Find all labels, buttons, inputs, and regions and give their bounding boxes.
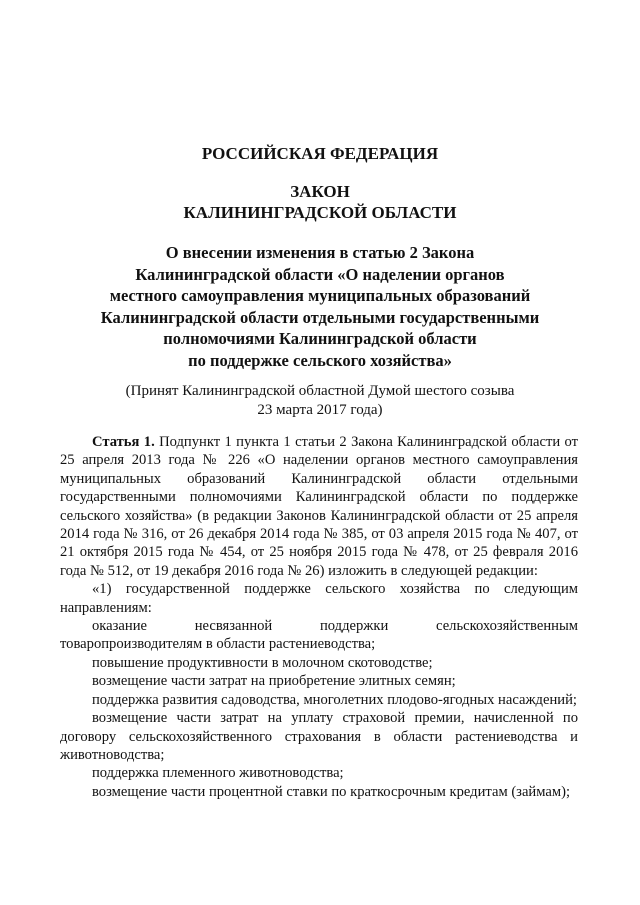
document-body — [60, 433, 578, 801]
list-item: повышение продуктивности в молочном скотоводстве; — [92, 654, 433, 671]
law-subject-title — [60, 242, 580, 371]
region-heading: КАЛИНИНГРАДСКОЙ ОБЛАСТИ — [183, 203, 457, 222]
federation-heading: РОССИЙСКАЯ ФЕДЕРАЦИЯ — [201, 144, 439, 163]
list-item: поддержка племенного животноводства; — [92, 765, 344, 782]
subject-line: по поддержке сельского хозяйства» — [188, 350, 452, 370]
subject-line: Калининградской области «О наделении органов — [135, 264, 505, 284]
subject-line: местного самоуправления муниципальных образований — [109, 286, 531, 305]
law-heading: ЗАКОН — [290, 182, 350, 201]
adoption-note — [60, 382, 580, 420]
article-paragraph — [60, 433, 578, 580]
subject-line: Калининградской области отдельными государственными — [100, 307, 540, 327]
adoption-line: (Принят Калининградской областной Думой шестого созыва — [125, 383, 515, 399]
list-item: оказание несвязанной поддержки сельскохозяйственным товаропроизводителям в области растениеводства; — [60, 618, 578, 653]
list-item: «1) государственной поддержке сельского хозяйства по следующим направлениям: — [60, 581, 578, 616]
article-label: Статья 1. — [92, 434, 155, 450]
list-item: возмещение части затрат на приобретение элитных семян; — [92, 673, 456, 690]
article-text: Подпункт 1 пункта 1 статьи 2 Закона Калининградской области от 25 апреля 2013 года № 226 «О наделении органов местного самоуправления муниципальных образований Калининградской области отдельными государственными полномочиями Калининградской области по поддержке сельского хозяйства» (в редакции Законов Калининградской области от 25 апреля 2014 года № 316, от 26 декабря 2014 года № 385, от 03 апреля 2015 года № 407, от 21 октября 2015 года № 454, от 25 ноября 2015 года № 478, от 25 февраля 2016 года № 512, от 19 декабря 2016 года № 26) изложить в следующей редакции: — [60, 434, 578, 579]
adoption-date: 23 марта 2017 года) — [257, 402, 383, 418]
list-item: возмещение части затрат на уплату страховой премии, начисленной по договору сельскохозяйственного страхования в области растениеводства и животноводства; — [60, 710, 578, 763]
list-item: поддержка развития садоводства, многолетних плодово-ягодных насаждений; — [92, 691, 577, 708]
subject-line: полномочиями Калининградской области — [163, 329, 477, 348]
subject-line: О внесении изменения в статью 2 Закона — [165, 243, 475, 262]
list-item: возмещение части процентной ставки по краткосрочным кредитам (займам); — [92, 783, 571, 800]
